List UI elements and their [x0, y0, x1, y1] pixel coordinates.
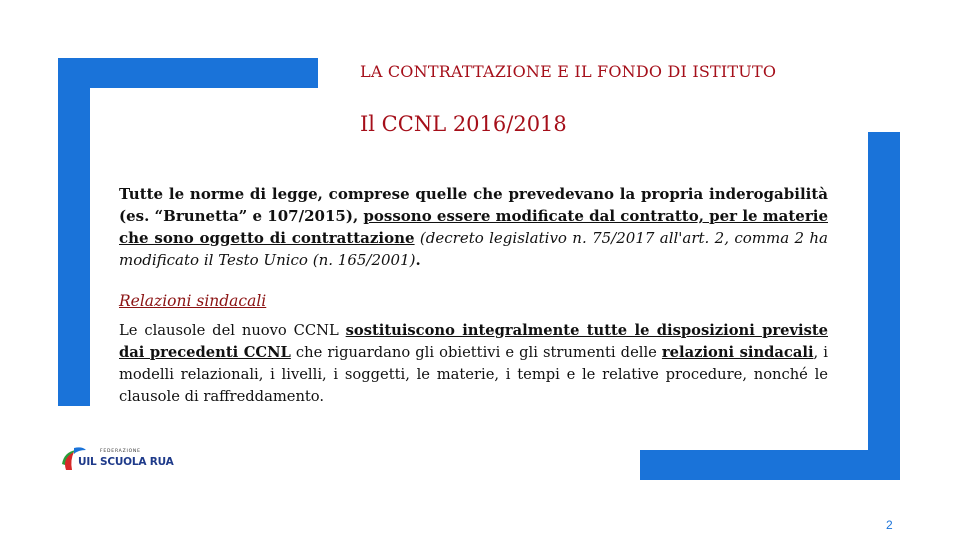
paragraph-relazioni [119, 320, 828, 408]
section-heading-relazioni: Relazioni sindacali [119, 292, 267, 310]
paragraph-reference: (decreto legislativo n. 75/2017 all'art. 2, comma 2 ha modificato il Testo Unico (n. 165/2001) [119, 229, 828, 269]
paragraph-ccnl-norms [119, 183, 828, 271]
paragraph-emphasis: relazioni sindacali [661, 344, 814, 361]
page-number: 2 [886, 518, 893, 532]
frame-bar-top [58, 58, 318, 88]
paragraph-text: Tutte le norme di legge, comprese quelle che prevedevano la propria inderogabilità (es. “Brunetta” e 107/2015), [119, 185, 828, 225]
slide-subtitle: Il CCNL 2016/2018 [360, 112, 567, 136]
paragraph-text: Le clausole del nuovo CCNL [119, 322, 346, 339]
paragraph-text: che riguardano gli obiettivi e gli strumenti delle [290, 344, 662, 361]
logo-text: UIL SCUOLA RUA [78, 456, 174, 468]
frame-bar-bottom [640, 450, 900, 480]
frame-bar-right [868, 132, 900, 480]
paragraph-emphasis: sostituiscono integralmente tutte le disposizioni previste dai precedenti CCNL [119, 322, 828, 361]
paragraph-end: . [415, 251, 421, 269]
paragraph-text: , i modelli relazionali, i livelli, i soggetti, le materie, i tempi e le relative procedure, nonché le clausole di raffreddamento. [119, 344, 828, 405]
frame-bar-left [58, 58, 90, 406]
paragraph-emphasis: possono essere modificate dal contratto, per le materie che sono oggetto di contrattazione [119, 207, 828, 247]
slide-title: LA CONTRATTAZIONE E IL FONDO DI ISTITUTO [360, 62, 777, 81]
logo-subtext: FEDERAZIONE [100, 449, 141, 454]
